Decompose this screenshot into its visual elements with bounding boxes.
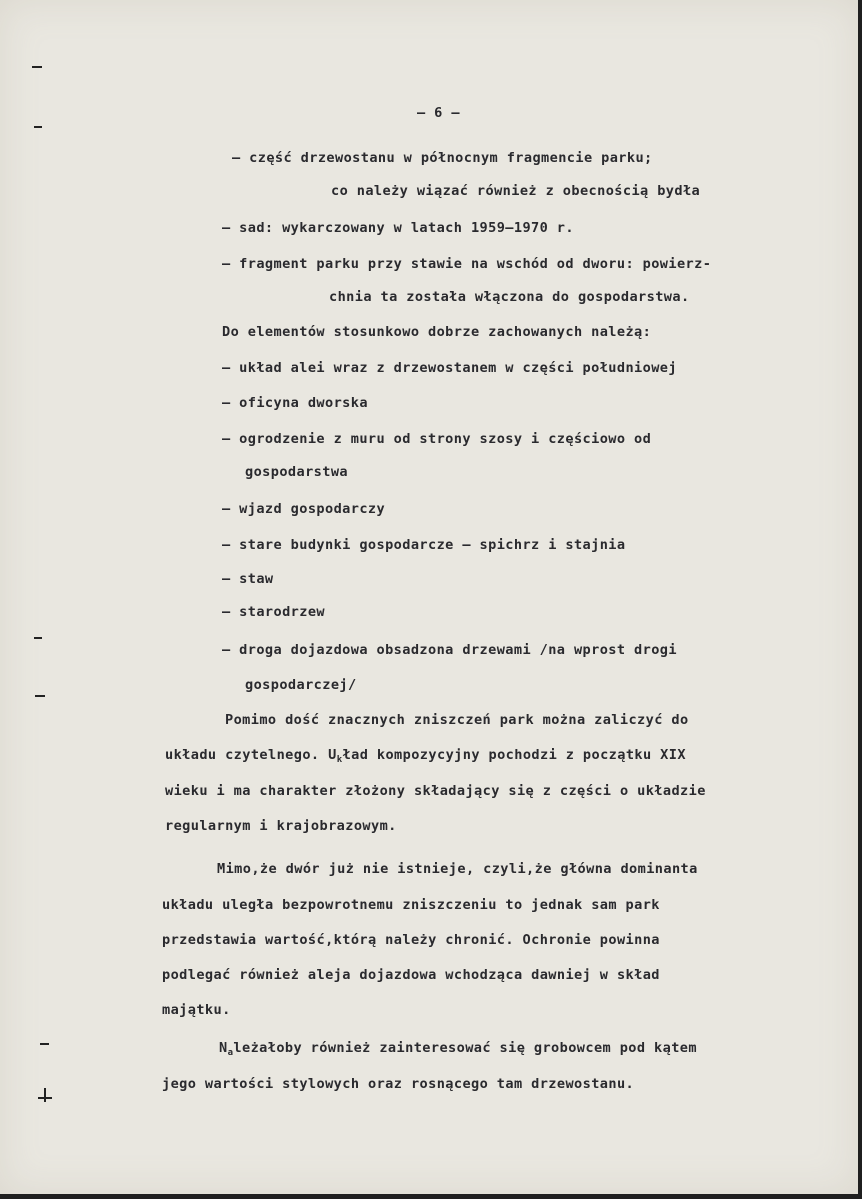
margin-mark [34, 637, 42, 639]
text-line: jego wartości stylowych oraz rosnącego tam drzewostanu. [162, 1076, 635, 1092]
margin-mark [34, 126, 42, 128]
text-fragment: ład [342, 747, 369, 763]
text-line: Pomimo dość znacznych zniszczeń park można zaliczyć do [225, 712, 689, 728]
text-line: — sad: wykarczowany w latach 1959—1970 r. [222, 220, 574, 236]
text-line: wieku i ma charakter złożony składający się z części o układzie [165, 783, 706, 799]
text-line: — starodrzew [222, 604, 326, 620]
text-line: chnia ta została włączona do gospodarstwa. [329, 289, 690, 305]
text-fragment: k [336, 755, 343, 765]
text-line [219, 1039, 697, 1062]
text-line: — układ alei wraz z drzewostanem w części południowej [222, 360, 677, 376]
text-line: — fragment parku przy stawie na wschód od dworu: powierz- [222, 256, 712, 272]
text-fragment: U [328, 747, 337, 763]
margin-mark [35, 695, 45, 697]
text-line: podlegać również aleja dojazdowa wchodząca dawniej w skład [162, 967, 660, 983]
margin-mark [32, 66, 42, 68]
text-line: — stare budynki gospodarcze — spichrz i stajnia [222, 537, 626, 553]
text-line: układu uległa bezpowrotnemu zniszczeniu to jednak sam park [162, 897, 660, 913]
margin-mark [44, 1088, 46, 1102]
text-line: przedstawia wartość,którą należy chronić. Ochronie powinna [162, 932, 660, 948]
text-fragment: układu czytelnego. [165, 747, 320, 763]
text-fragment: leżałoby również zainteresować się grobowcem pod kątem [233, 1040, 697, 1056]
margin-mark [38, 1097, 52, 1099]
text-line: Do elementów stosunkowo dobrze zachowanych należą: [222, 324, 652, 340]
text-line: gospodarczej/ [245, 677, 357, 693]
text-line: — część drzewostanu w północnym fragmencie parku; [232, 150, 653, 166]
text-line: — staw [222, 571, 274, 587]
text-line [165, 746, 686, 769]
text-line: majątku. [162, 1002, 231, 1018]
text-fragment: a [227, 1048, 234, 1058]
text-line: gospodarstwa [245, 464, 349, 480]
text-line: regularnym i krajobrazowym. [165, 818, 397, 834]
text-line: — ogrodzenie z muru od strony szosy i częściowo od [222, 431, 652, 447]
page-number: — 6 — [417, 105, 460, 121]
text-line: — droga dojazdowa obsadzona drzewami /na wprost drogi [222, 642, 677, 658]
text-line: co należy wiązać również z obecnością bydła [331, 183, 701, 199]
text-line: — wjazd gospodarczy [222, 501, 386, 517]
text-fragment: N [219, 1040, 228, 1056]
text-line: — oficyna dworska [222, 395, 368, 411]
margin-mark [40, 1043, 49, 1045]
text-fragment: kompozycyjny pochodzi z początku XIX [376, 747, 686, 763]
text-line: Mimo,że dwór już nie istnieje, czyli,że główna dominanta [217, 861, 698, 877]
